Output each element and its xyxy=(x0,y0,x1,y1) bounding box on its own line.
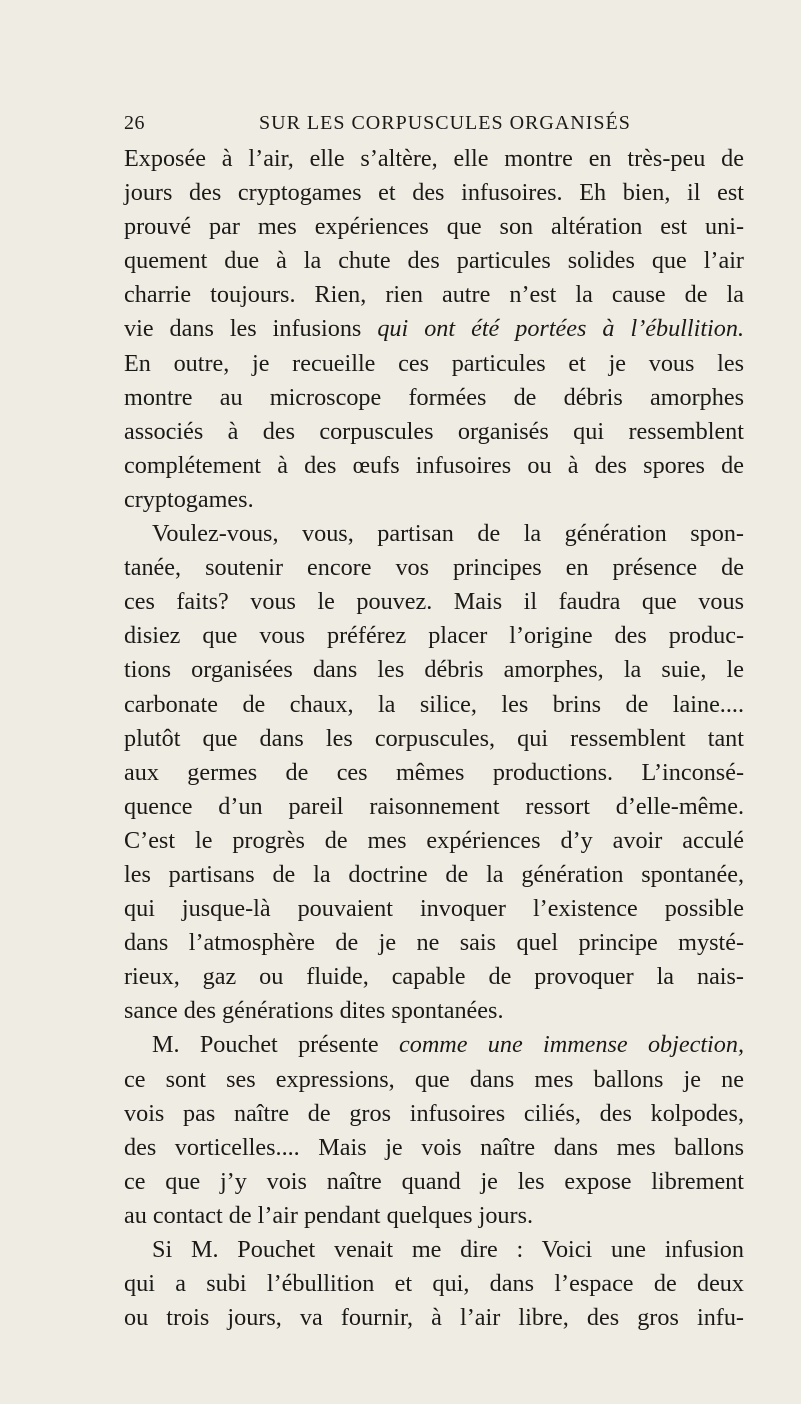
text-segment: M. Pouchet présente xyxy=(152,1031,399,1059)
text-line: Exposée à l’air, elle s’altère, elle montre en très-peu de xyxy=(124,145,744,172)
text-line: jours des cryptogames et des infusoires. Eh bien, il est xyxy=(124,179,744,207)
text-line xyxy=(124,1028,744,1062)
text-line: dans l’atmosphère de je ne sais quel principe mysté- xyxy=(124,929,744,957)
text-line: carbonate de chaux, la silice, les brins de laine.... xyxy=(124,690,744,718)
text-line: aux germes de ces mêmes productions. L’inconsé- xyxy=(124,758,744,786)
text-line: disiez que vous préférez placer l’origine des produc- xyxy=(124,622,744,650)
text-line: les partisans de la doctrine de la génération spontanée, xyxy=(124,860,744,888)
text-line: associés à des corpuscules organisés qui ressemblent xyxy=(124,417,744,445)
text-line: quement due à la chute des particules solides que l’air xyxy=(124,247,744,275)
text-line: qui jusque-là pouvaient invoquer l’existence possible xyxy=(124,895,744,923)
text-line: ce que j’y vois naître quand je les expose librement xyxy=(124,1167,744,1195)
text-line: En outre, je recueille ces particules et je vous les xyxy=(124,349,744,377)
text-line: plutôt que dans les corpuscules, qui ressemblent tant xyxy=(124,724,744,752)
text-line: ces faits? vous le pouvez. Mais il faudra que vous xyxy=(124,588,744,616)
text-line: rieux, gaz ou fluide, capable de provoquer la nais- xyxy=(124,963,744,991)
text-line: des vorticelles.... Mais je vois naître dans mes ballons xyxy=(124,1133,744,1161)
text-line: ce sont ses expressions, que dans mes ballons je ne xyxy=(124,1065,744,1093)
text-line: tanée, soutenir encore vos principes en présence de xyxy=(124,554,744,582)
text-line: Si M. Pouchet venait me dire : Voici une infusion xyxy=(152,1236,744,1263)
text-line: quence d’un pareil raisonnement ressort d’elle-même. xyxy=(124,792,744,820)
body-text xyxy=(124,142,744,1335)
italic-phrase: comme une immense objection, xyxy=(398,1031,745,1059)
text-line: cryptogames. xyxy=(124,485,254,513)
text-line: C’est le progrès de mes expériences d’y avoir acculé xyxy=(124,826,744,854)
text-line: sance des générations dites spontanées. xyxy=(124,997,504,1025)
italic-phrase: qui ont été portées à l’ébullition. xyxy=(377,315,745,343)
text-line: qui a subi l’ébullition et qui, dans l’espace de deux xyxy=(124,1270,744,1298)
text-line: Voulez-vous, vous, partisan de la génération spon- xyxy=(152,520,744,548)
text-line: charrie toujours. Rien, rien autre n’est la cause de la xyxy=(124,281,744,309)
text-segment: vie dans les infusions xyxy=(124,315,378,343)
running-head-title: SUR LES CORPUSCULES ORGANISÉS xyxy=(259,112,631,134)
text-line: tions organisées dans les débris amorphes, la suie, le xyxy=(124,656,744,684)
running-head xyxy=(124,112,744,142)
text-line: montre au microscope formées de débris amorphes xyxy=(124,383,744,411)
text-line: prouvé par mes expériences que son altération est uni- xyxy=(124,213,744,241)
text-line: ou trois jours, va fournir, à l’air libre, des gros infu- xyxy=(124,1304,744,1332)
text-line: vois pas naître de gros infusoires ciliés, des kolpodes, xyxy=(124,1099,744,1127)
text-line: complétement à des œufs infusoires ou à des spores de xyxy=(124,451,744,479)
text-line: au contact de l’air pendant quelques jours. xyxy=(124,1201,534,1229)
text-line xyxy=(124,312,744,346)
page-number: 26 xyxy=(124,112,145,134)
